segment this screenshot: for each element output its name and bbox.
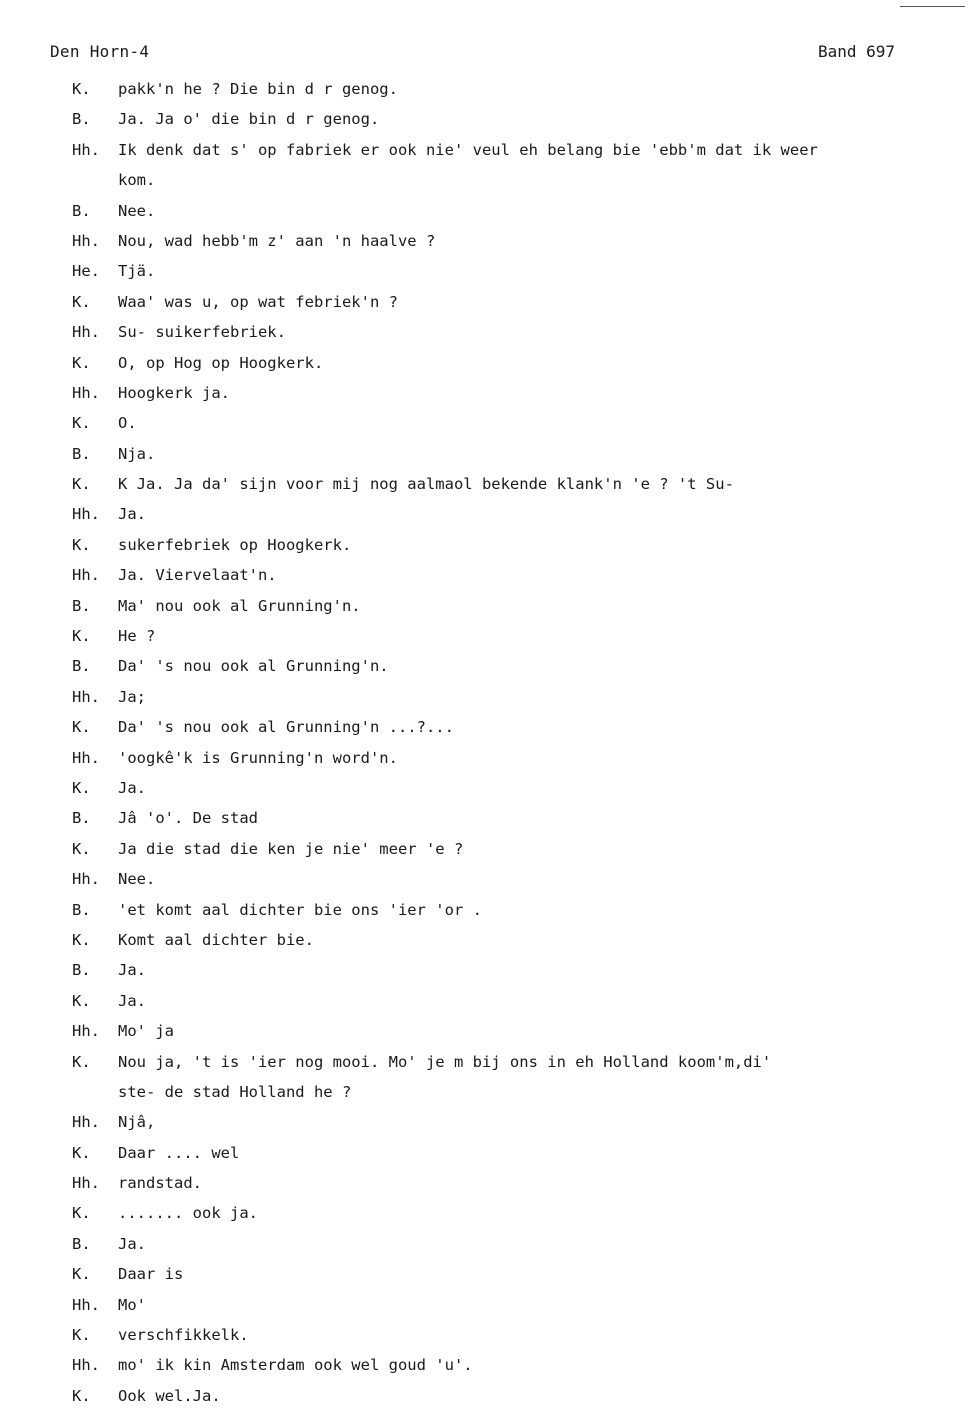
transcript-line xyxy=(72,955,952,985)
transcript-line xyxy=(72,651,952,681)
utterance-text: Nou ja, 't is 'ier nog mooi. Mo' je m bij ons in eh Holland koom'm,di' xyxy=(118,1052,772,1071)
speaker-label: Hh. xyxy=(72,1295,100,1314)
speaker-label: K. xyxy=(72,1143,91,1162)
top-rule xyxy=(900,6,965,7)
speaker-label: K. xyxy=(72,353,91,372)
transcript-line xyxy=(72,408,952,438)
utterance-text: Ja. xyxy=(118,991,146,1010)
transcript-line xyxy=(72,773,952,803)
transcript-line xyxy=(72,378,952,408)
speaker-label: B. xyxy=(72,444,91,463)
transcript-line xyxy=(72,864,952,894)
speaker-label: K. xyxy=(72,475,91,494)
speaker-label: K. xyxy=(72,839,91,858)
speaker-label: Hh. xyxy=(72,748,100,767)
utterance-text: Komt aal dichter bie. xyxy=(118,930,314,949)
transcript-line xyxy=(72,986,952,1016)
transcript-body xyxy=(72,74,952,1411)
speaker-label: B. xyxy=(72,1234,91,1253)
speaker-label: K. xyxy=(72,778,91,797)
transcript-line xyxy=(72,439,952,469)
utterance-text: ....... ook ja. xyxy=(118,1204,258,1223)
utterance-text: Ja. xyxy=(118,961,146,980)
speaker-label: Hh. xyxy=(72,1174,100,1193)
utterance-text: Ja. Viervelaat'n. xyxy=(118,566,277,585)
utterance-text: K Ja. Ja da' sijn voor mij nog aalmaol bekende klank'n 'e ? 't Su- xyxy=(118,475,734,494)
speaker-label: Hh. xyxy=(72,870,100,889)
speaker-label: Hh. xyxy=(72,687,100,706)
utterance-text: O. xyxy=(118,414,137,433)
utterance-text: Nou, wad hebb'm z' aan 'n haalve ? xyxy=(118,231,436,250)
utterance-text: O, op Hog op Hoogkerk. xyxy=(118,353,324,372)
utterance-text: Waa' was u, op wat febriek'n ? xyxy=(118,292,398,311)
tape-number: Band 697 xyxy=(818,42,896,61)
transcript-line xyxy=(72,682,952,712)
speaker-label: K. xyxy=(72,1326,91,1345)
transcript-line xyxy=(72,196,952,226)
utterance-text: Daar .... wel xyxy=(118,1143,240,1162)
transcript-line xyxy=(72,165,952,195)
utterance-text: Ma' nou ook al Grunning'n. xyxy=(118,596,361,615)
transcript-line xyxy=(72,1259,952,1289)
utterance-text: Mo' ja xyxy=(118,1022,174,1041)
utterance-text: Jâ 'o'. De stad xyxy=(118,809,258,828)
utterance-text: ste- de stad Holland he ? xyxy=(118,1082,352,1101)
transcript-line xyxy=(72,1350,952,1380)
speaker-label: B. xyxy=(72,201,91,220)
utterance-text: Ja. xyxy=(118,1234,146,1253)
utterance-text: Njâ, xyxy=(118,1113,156,1132)
transcript-line xyxy=(72,135,952,165)
transcript-line xyxy=(72,1229,952,1259)
utterance-text: sukerfebriek op Hoogkerk. xyxy=(118,535,352,554)
utterance-text: mo' ik kin Amsterdam ook wel goud 'u'. xyxy=(118,1356,473,1375)
speaker-label: K. xyxy=(72,292,91,311)
transcript-line xyxy=(72,743,952,773)
transcript-line xyxy=(72,925,952,955)
transcript-line xyxy=(72,1198,952,1228)
transcript-line xyxy=(72,499,952,529)
document-title: Den Horn-4 xyxy=(50,42,150,61)
transcript-line xyxy=(72,74,952,104)
utterance-text: pakk'n he ? Die bin d r genog. xyxy=(118,80,398,98)
speaker-label: K. xyxy=(72,1204,91,1223)
speaker-label: K. xyxy=(72,930,91,949)
transcript-line xyxy=(72,1077,952,1107)
speaker-label: Hh. xyxy=(72,231,100,250)
transcript-line xyxy=(72,560,952,590)
utterance-text: Ook wel.Ja. xyxy=(118,1386,221,1405)
speaker-label: Hh. xyxy=(72,140,100,159)
speaker-label: K. xyxy=(72,80,91,98)
speaker-label: B. xyxy=(72,110,91,129)
utterance-text: Nja. xyxy=(118,444,156,463)
speaker-label: Hh. xyxy=(72,323,100,342)
utterance-text: Nee. xyxy=(118,870,156,889)
transcript-line xyxy=(72,591,952,621)
utterance-text: Mo' xyxy=(118,1295,146,1314)
utterance-text: Tjä. xyxy=(118,262,156,281)
transcript-line xyxy=(72,287,952,317)
transcript-line xyxy=(72,895,952,925)
transcript-line xyxy=(72,348,952,378)
speaker-label: Hh. xyxy=(72,566,100,585)
speaker-label: K. xyxy=(72,1052,91,1071)
transcript-line xyxy=(72,530,952,560)
speaker-label: Hh. xyxy=(72,1022,100,1041)
utterance-text: Daar is xyxy=(118,1265,184,1284)
transcript-line xyxy=(72,469,952,499)
transcript-line xyxy=(72,712,952,742)
transcript-line xyxy=(72,1290,952,1320)
transcript-line xyxy=(72,317,952,347)
utterance-text: randstad. xyxy=(118,1174,202,1193)
transcript-line xyxy=(72,834,952,864)
utterance-text: Ik denk dat s' op fabriek er ook nie' veul eh belang bie 'ebb'm dat ik weer xyxy=(118,140,818,159)
transcript-line xyxy=(72,1107,952,1137)
utterance-text: Da' 's nou ook al Grunning'n ...?... xyxy=(118,718,454,737)
speaker-label: B. xyxy=(72,657,91,676)
utterance-text: He ? xyxy=(118,627,156,646)
speaker-label: K. xyxy=(72,1386,91,1405)
utterance-text: Da' 's nou ook al Grunning'n. xyxy=(118,657,389,676)
utterance-text: kom. xyxy=(118,171,156,190)
speaker-label: Hh. xyxy=(72,1113,100,1132)
transcript-line xyxy=(72,621,952,651)
utterance-text: Ja. xyxy=(118,778,146,797)
transcript-line xyxy=(72,1138,952,1168)
utterance-text: Su- suikerfebriek. xyxy=(118,323,286,342)
speaker-label: Hh. xyxy=(72,383,100,402)
utterance-text: 'oogkê'k is Grunning'n word'n. xyxy=(118,748,398,767)
transcript-line xyxy=(72,1168,952,1198)
speaker-label: B. xyxy=(72,809,91,828)
transcript-line xyxy=(72,803,952,833)
speaker-label: Hh. xyxy=(72,505,100,524)
speaker-label: B. xyxy=(72,900,91,919)
speaker-label: K. xyxy=(72,627,91,646)
speaker-label: K. xyxy=(72,535,91,554)
utterance-text: Ja; xyxy=(118,687,146,706)
utterance-text: Hoogkerk ja. xyxy=(118,383,230,402)
transcript-line xyxy=(72,1381,952,1411)
utterance-text: 'et komt aal dichter bie ons 'ier 'or . xyxy=(118,900,482,919)
utterance-text: Ja die stad die ken je nie' meer 'e ? xyxy=(118,839,464,858)
utterance-text: Ja. xyxy=(118,505,146,524)
transcript-line xyxy=(72,1016,952,1046)
speaker-label: K. xyxy=(72,718,91,737)
transcript-line xyxy=(72,104,952,134)
transcript-line xyxy=(72,1320,952,1350)
speaker-label: K. xyxy=(72,1265,91,1284)
speaker-label: K. xyxy=(72,414,91,433)
utterance-text: Ja. Ja o' die bin d r genog. xyxy=(118,110,380,129)
transcript-line xyxy=(72,1047,952,1077)
speaker-label: B. xyxy=(72,961,91,980)
speaker-label: He. xyxy=(72,262,100,281)
utterance-text: verschfikkelk. xyxy=(118,1326,249,1345)
transcript-line xyxy=(72,226,952,256)
speaker-label: B. xyxy=(72,596,91,615)
speaker-label: Hh. xyxy=(72,1356,100,1375)
utterance-text: Nee. xyxy=(118,201,156,220)
speaker-label: K. xyxy=(72,991,91,1010)
transcript-line xyxy=(72,256,952,286)
